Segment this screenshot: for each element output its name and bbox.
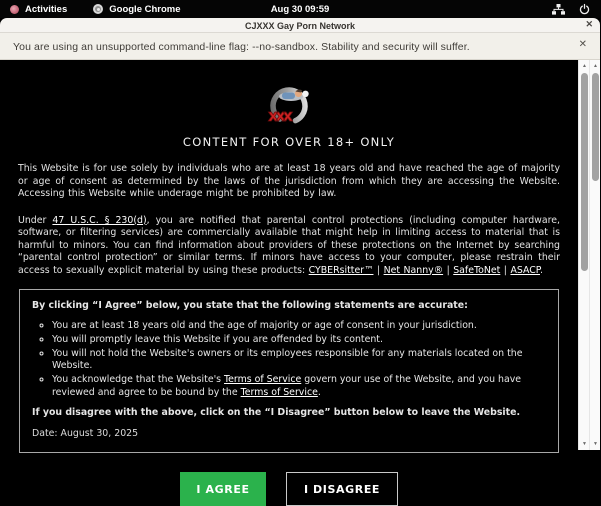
agreement-list — [32, 320, 546, 400]
scroll-down-icon[interactable]: ▼ — [593, 441, 598, 447]
chrome-icon — [93, 4, 103, 14]
link-separator: | — [500, 264, 511, 276]
cybersitter-link[interactable]: CYBERsitter™ — [308, 264, 374, 276]
safetonet-link[interactable]: SafeToNet — [453, 264, 501, 276]
window-title: CJXXX Gay Porn Network — [244, 20, 356, 31]
asacp-link[interactable]: ASACP — [510, 264, 540, 276]
gnome-top-bar — [0, 0, 600, 18]
parental-text-3: . — [539, 264, 543, 276]
window-close-icon[interactable]: ✕ — [585, 19, 593, 29]
power-icon[interactable] — [579, 4, 590, 15]
link-separator: | — [373, 264, 384, 276]
agreement-lead: By clicking “I Agree” below, you state that the following statements are accurate: — [32, 300, 468, 311]
terms-of-service-link[interactable]: Terms of Service — [224, 374, 302, 385]
clock[interactable]: Aug 30 09:59 — [270, 3, 330, 15]
parental-text-1: Under — [18, 214, 53, 226]
scroll-up-icon[interactable]: ▲ — [593, 63, 598, 69]
site-logo — [0, 84, 578, 128]
tos-text-1: You acknowledge that the Website's — [52, 374, 225, 385]
scroll-up-icon[interactable]: ▲ — [582, 63, 587, 69]
svg-text:xxx: xxx — [268, 106, 290, 125]
app-menu-label: Google Chrome — [109, 3, 181, 15]
activities-button[interactable] — [10, 4, 67, 15]
app-menu-button[interactable] — [93, 4, 180, 15]
terms-of-service-link[interactable]: Terms of Service — [240, 386, 318, 398]
intro-paragraph — [18, 163, 560, 201]
parental-paragraph — [18, 215, 560, 278]
link-separator: | — [443, 264, 454, 276]
date-line: Date: August 30, 2025 — [32, 427, 139, 439]
activities-label: Activities — [25, 3, 68, 15]
usc-230d-link[interactable]: 47 U.S.C. § 230(d) — [52, 214, 147, 226]
cjxxx-logo-icon — [255, 84, 323, 128]
parental-text-2: , you are notified that parental control protections (including computer hardware, software, or filtering services) are commercially available that might help in limiting access to material that is harmful to minors. You can find information about providers of these protections on the Internet by searching “parental control protection” or similar terms. If minors have access to your computer, please restrain their access to sexually explicit material by using these products: — [18, 214, 560, 276]
list-item-tos — [52, 374, 546, 399]
activities-dot-icon — [10, 5, 19, 14]
outer-scrollbar[interactable] — [589, 60, 600, 450]
page-content — [0, 60, 578, 496]
page-title: CONTENT FOR OVER 18+ ONLY — [182, 135, 396, 149]
infobar-close-icon[interactable]: ✕ — [578, 39, 587, 50]
scroll-down-icon[interactable]: ▼ — [582, 441, 587, 447]
consent-buttons — [0, 472, 578, 506]
outer-scrollbar-thumb[interactable] — [592, 73, 599, 181]
list-item: ◦ You are at least 18 years old and the age of majority or age of consent in your jurisdiction. — [52, 320, 546, 333]
tos-text-2: govern your use of the Website, and you have reviewed and agree to be bound by the — [52, 374, 522, 398]
agreement-box — [19, 289, 559, 453]
list-item: ◦ You will promptly leave this Website if you are offended by its content. — [52, 334, 546, 347]
infobar — [0, 33, 600, 60]
disagree-note: If you disagree with the above, click on the “I Disagree” button below to leave the Website. — [32, 407, 521, 418]
i-agree-button[interactable]: I AGREE — [180, 472, 266, 506]
netnanny-link[interactable]: Net Nanny® — [383, 264, 444, 276]
i-disagree-button[interactable]: I DISAGREE — [286, 472, 398, 506]
inner-scrollbar-thumb[interactable] — [581, 73, 588, 271]
list-item: ◦ You will not hold the Website's owners or its employees responsible for any materials located on the Website. — [52, 348, 546, 373]
network-icon[interactable] — [552, 4, 565, 15]
window-titlebar — [0, 18, 600, 33]
intro-text: This Website is for use solely by individuals who are at least 18 years old and have reached the age of majority or age of consent as determined by the laws of the jurisdiction from which they are accessing the Website. Accessing this Website while underage might be prohibited by law. — [18, 163, 560, 199]
tos-text-3: . — [317, 386, 321, 398]
inner-scrollbar[interactable] — [578, 60, 589, 450]
infobar-message: You are using an unsupported command-line flag: --no-sandbox. Stability and security will suffer. — [13, 40, 470, 53]
